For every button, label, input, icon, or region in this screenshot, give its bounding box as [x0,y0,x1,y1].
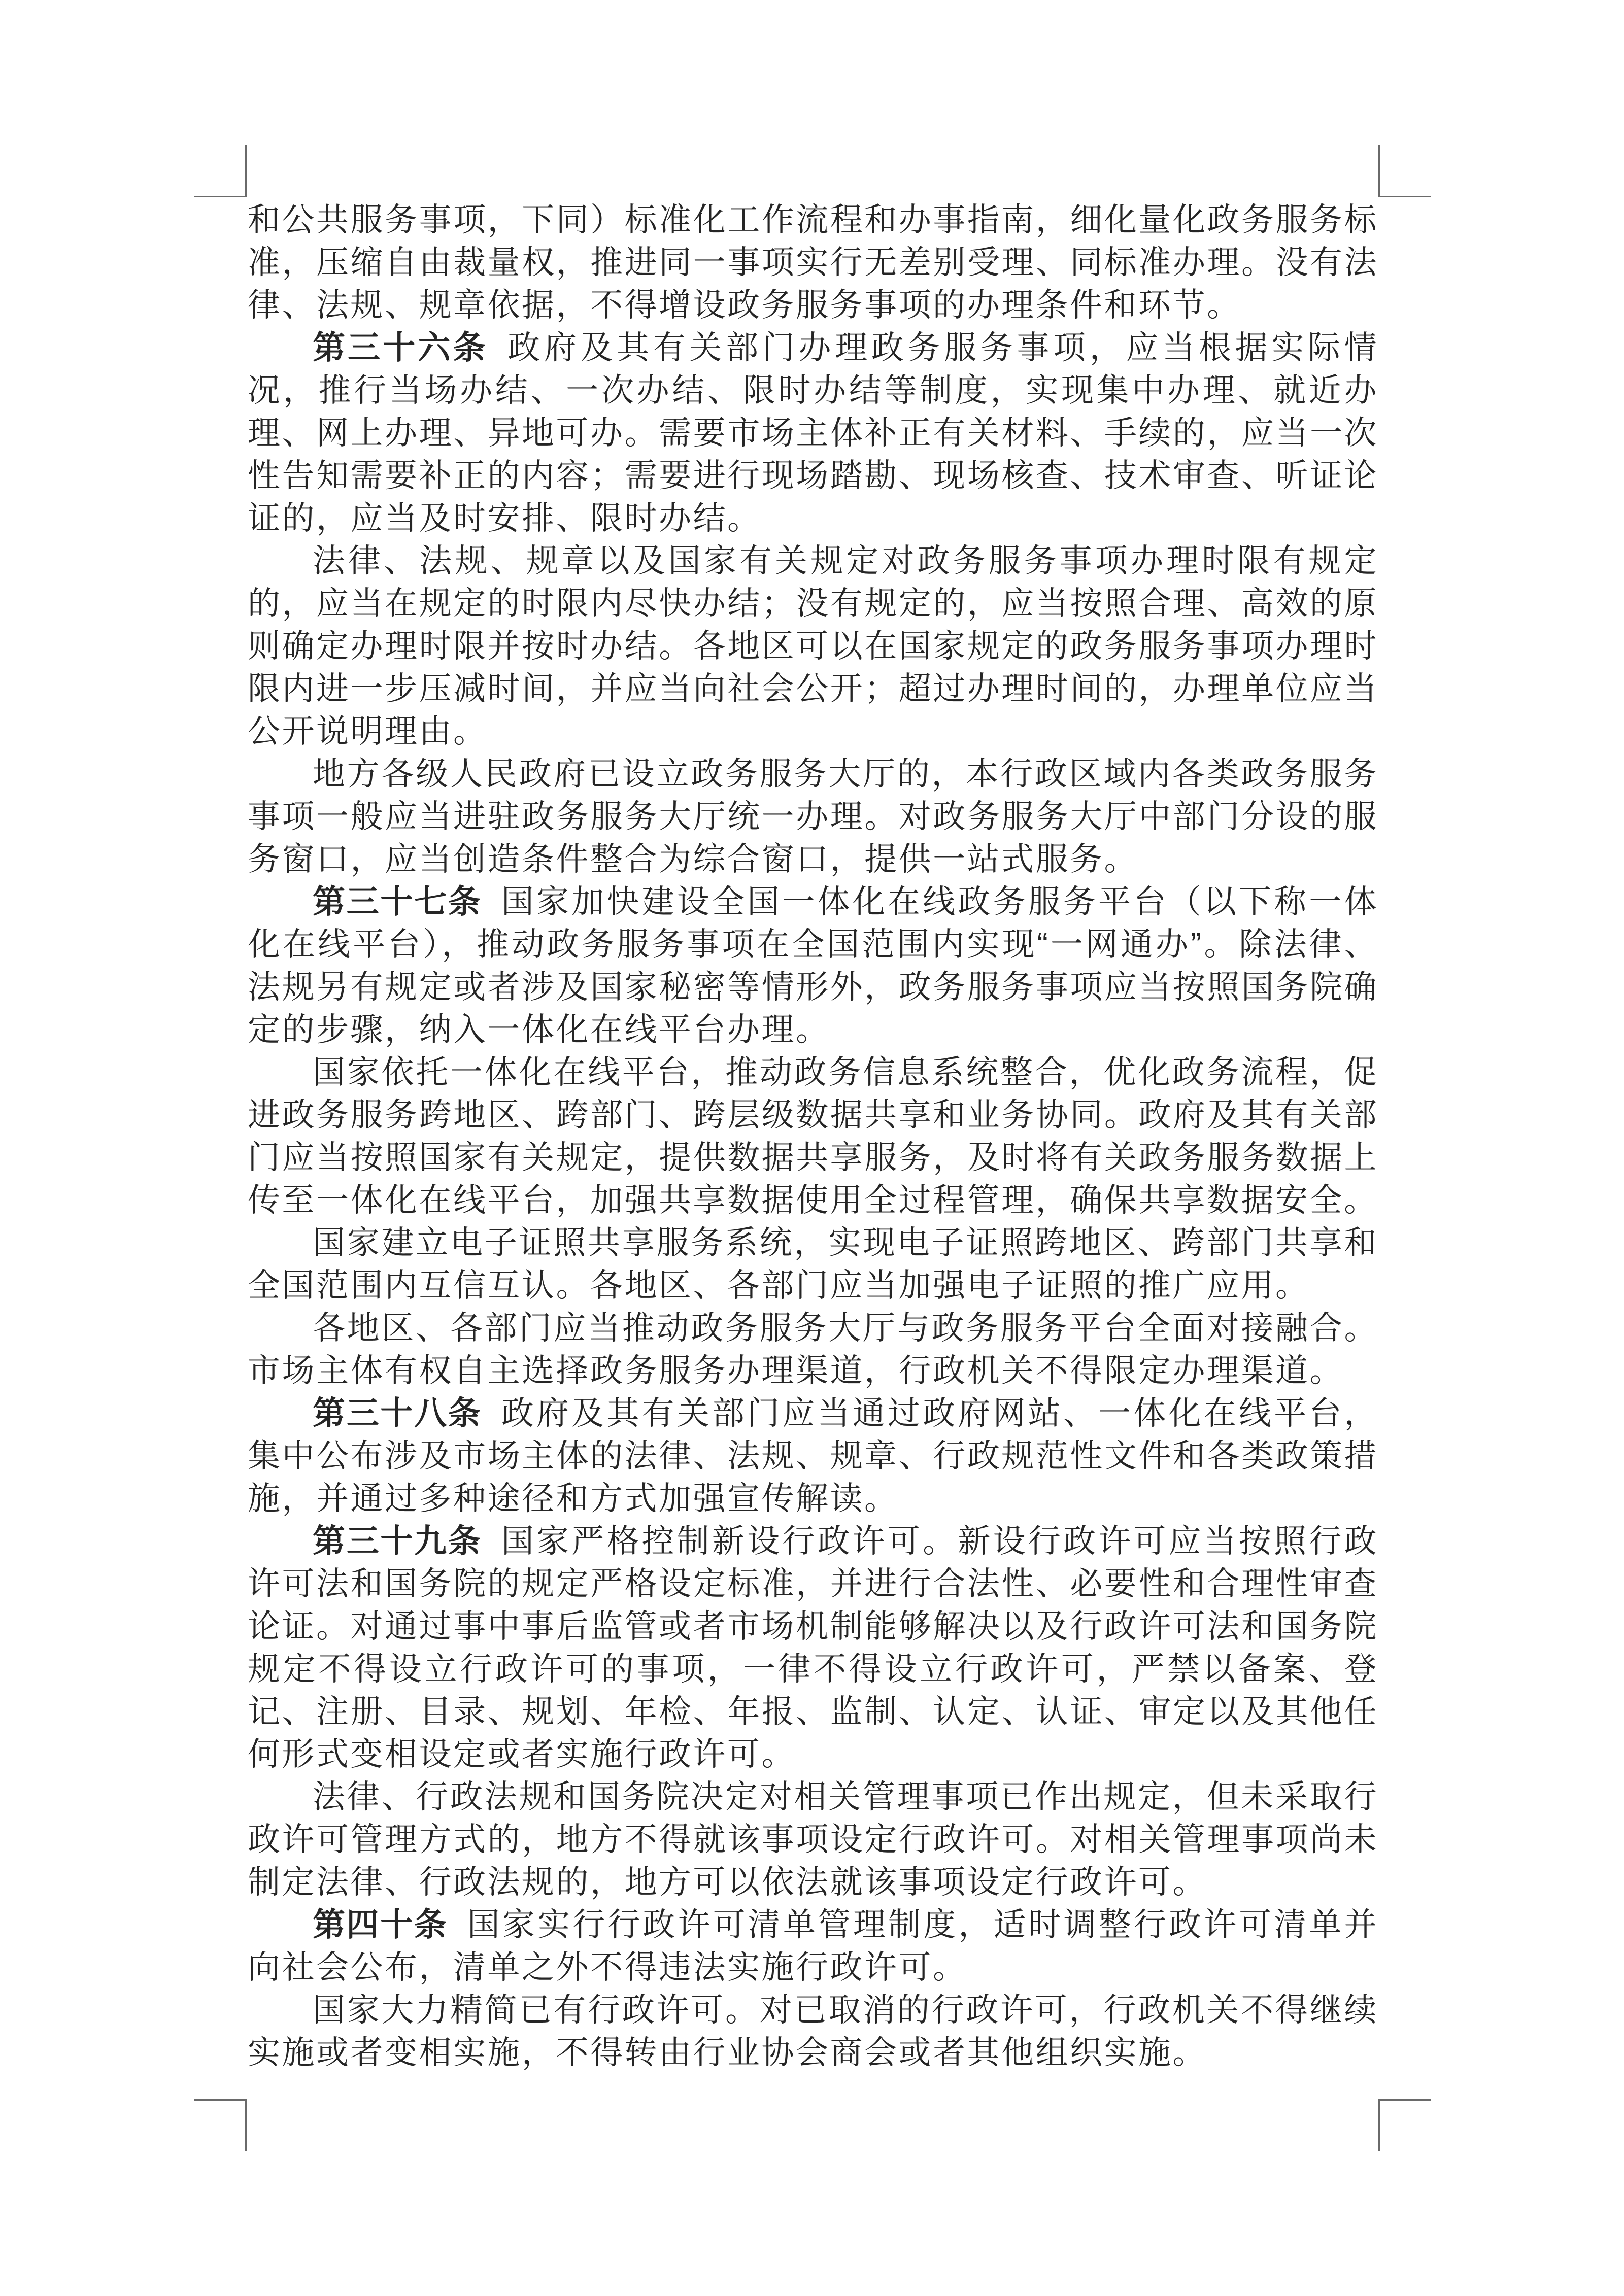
paragraph-text: 政府及其有关部门办理政务服务事项，应当根据实际情况，推行当场办结、一次办结、限时办结等制度，实现集中办理、就近办理、网上办理、异地可办。需要市场主体补正有关材料、手续的，应当一次性告知需要补正的内容；需要进行现场踏勘、现场核查、技术审查、听证论证的，应当及时安排、限时办结。 [248,329,1379,536]
article-number: 第四十条 [313,1906,448,1943]
article-number: 第三十七条 [313,883,482,920]
document-body [248,198,1378,2074]
paragraph-text: 国家大力精简已有行政许可。对已取消的行政许可，行政机关不得继续实施或者变相实施，不得转由行业协会商会或者其他组织实施。 [248,1992,1378,2071]
paragraph [248,1392,1378,1520]
article-number: 第三十九条 [313,1523,482,1559]
paragraph-text: 国家实行行政许可清单管理制度，适时调整行政许可清单并向社会公布，清单之外不得违法实施行政许可。 [248,1906,1379,1985]
paragraph [248,1520,1378,1775]
crop-mark-top-left [194,145,247,197]
paragraph [248,1307,1378,1392]
paragraph [248,752,1378,880]
paragraph [248,1775,1378,1903]
paragraph-text: 国家依托一体化在线平台，推动政务信息系统整合，优化政务流程，促进政务服务跨地区、跨部门、跨层级数据共享和业务协同。政府及其有关部门应当按照国家有关规定，提供数据共享服务，及时将有关政务服务数据上传至一体化在线平台，加强共享数据使用全过程管理，确保共享数据安全。 [248,1054,1378,1218]
paragraph [248,539,1378,752]
paragraph [248,198,1378,326]
paragraph [248,1903,1378,1989]
article-number: 第三十六条 [313,329,488,366]
paragraph [248,1989,1378,2074]
crop-mark-top-right [1378,145,1431,197]
paragraph-text: 各地区、各部门应当推动政务服务大厅与政务服务平台全面对接融合。市场主体有权自主选择政务服务办理渠道，行政机关不得限定办理渠道。 [248,1310,1378,1389]
paragraph-text: 法律、法规、规章以及国家有关规定对政务服务事项办理时限有规定的，应当在规定的时限内尽快办结；没有规定的，应当按照合理、高效的原则确定办理时限并按时办结。各地区可以在国家规定的政务服务事项办理时限内进一步压减时间，并应当向社会公开；超过办理时间的，办理单位应当公开说明理由。 [248,542,1378,749]
paragraph-text: 国家建立电子证照共享服务系统，实现电子证照跨地区、跨部门共享和全国范围内互信互认。各地区、各部门应当加强电子证照的推广应用。 [248,1224,1378,1304]
article-number: 第三十八条 [313,1395,482,1431]
paragraph-text: 国家严格控制新设行政许可。新设行政许可应当按照行政许可法和国务院的规定严格设定标准，并进行合法性、必要性和合理性审查论证。对通过事中事后监管或者市场机制能够解决以及行政许可法和国务院规定不得设立行政许可的事项，一律不得设立行政许可，严禁以备案、登记、注册、目录、规划、年检、年报、监制、认定、认证、审定以及其他任何形式变相设定或者实施行政许可。 [248,1523,1378,1772]
paragraph-text: 和公共服务事项，下同）标准化工作流程和办事指南，细化量化政务服务标准，压缩自由裁量权，推进同一事项实行无差别受理、同标准办理。没有法律、法规、规章依据，不得增设政务服务事项的办理条件和环节。 [248,201,1378,323]
paragraph [248,1221,1378,1307]
paragraph-text: 国家加快建设全国一体化在线政务服务平台（以下称一体化在线平台），推动政务服务事项在全国范围内实现“一网通办”。除法律、法规另有规定或者涉及国家秘密等情形外，政务服务事项应当按照国务院确定的步骤，纳入一体化在线平台办理。 [248,883,1378,1048]
paragraph-text: 政府及其有关部门应当通过政府网站、一体化在线平台，集中公布涉及市场主体的法律、法规、规章、行政规范性文件和各类政策措施，并通过多种途径和方式加强宣传解读。 [248,1395,1378,1517]
crop-mark-bottom-left [194,2099,247,2151]
paragraph-text: 法律、行政法规和国务院决定对相关管理事项已作出规定，但未采取行政许可管理方式的，地方不得就该事项设定行政许可。对相关管理事项尚未制定法律、行政法规的，地方可以依法就该事项设定行政许可。 [248,1778,1378,1900]
paragraph-text: 地方各级人民政府已设立政务服务大厅的，本行政区域内各类政务服务事项一般应当进驻政务服务大厅统一办理。对政务服务大厅中部门分设的服务窗口，应当创造条件整合为综合窗口，提供一站式服务。 [248,756,1378,877]
crop-mark-bottom-right [1378,2099,1431,2151]
paragraph [248,1051,1378,1221]
paragraph [248,880,1378,1051]
paragraph [248,326,1378,539]
